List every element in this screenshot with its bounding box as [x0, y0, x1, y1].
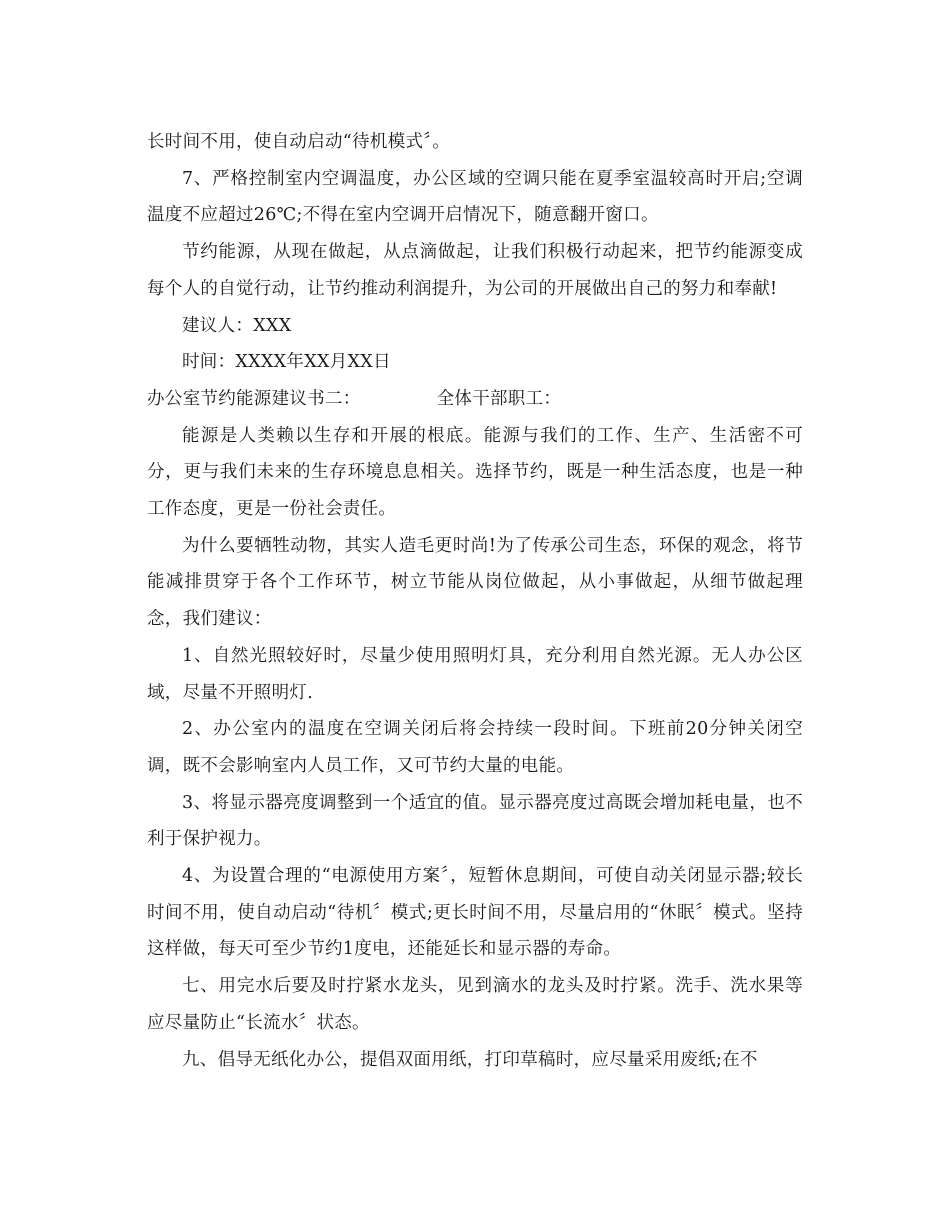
suggestion-7: 七、用完水后要及时拧紧水龙头，见到滴水的龙头及时拧紧。洗手、洗水果等应尽量防止“长流水〞状态。: [147, 976, 803, 1033]
section-heading: [147, 381, 803, 418]
section-title: 办公室节约能源建议书二：: [147, 388, 361, 409]
paragraph-continuation: 长时间不用，使自动启动“待机模式〞。: [147, 132, 451, 152]
suggestion-9: 九、倡导无纸化办公，提倡双面用纸，打印草稿时，应尽量采用废纸;在不: [182, 1049, 758, 1070]
paragraph-why: 为什么要牺牲动物，其实人造毛更时尚!为了传承公司生态，环保的观念，将节能减排贯穿于各个工作环节，树立节能从岗位做起，从小事做起，从细节做起理念，我们建议：: [147, 535, 803, 630]
document-body: [147, 124, 803, 1078]
paragraph-item-7: 7、严格控制室内空调温度，办公区域的空调只能在夏季室温较高时开启;空调温度不应超过26℃;不得在室内空调开启情况下，随意翻开窗口。: [147, 168, 803, 226]
time-line: 时间：XXXX年XX月XX日: [182, 352, 391, 373]
proposer-line: 建议人：XXX: [182, 315, 292, 336]
salutation: 全体干部职工：: [436, 388, 562, 409]
suggestion-4: 4、为设置合理的“电源使用方案〞，短暂休息期间，可使自动关闭显示器;较长时间不用，使自动启动“待机〞模式;更长时间不用，尽量启用的“休眠〞模式。坚持这样做，每天可至少节约1度电，还能延长和显示器的寿命。: [147, 866, 803, 960]
paragraph-closing: 节约能源，从现在做起，从点滴做起，让我们积极行动起来，把节约能源变成每个人的自觉行动，让节约推动利润提升，为公司的开展做出自己的努力和奉献!: [147, 242, 803, 299]
suggestion-3: 3、将显示器亮度调整到一个适宜的值。显示器亮度过高既会增加耗电量，也不利于保护视力。: [147, 792, 803, 850]
paragraph-intro: 能源是人类赖以生存和开展的根底。能源与我们的工作、生产、生活密不可分，更与我们未来的生存环境息息相关。选择节约，既是一种生活态度，也是一种工作态度，更是一份社会责任。: [147, 425, 803, 520]
suggestion-2: 2、办公室内的温度在空调关闭后将会持续一段时间。下班前20分钟关闭空调，既不会影响室内人员工作，又可节约大量的电能。: [147, 719, 803, 776]
suggestion-1: 1、自然光照较好时，尽量少使用照明灯具，充分利用自然光源。无人办公区域，尽量不开照明灯.: [147, 645, 803, 703]
